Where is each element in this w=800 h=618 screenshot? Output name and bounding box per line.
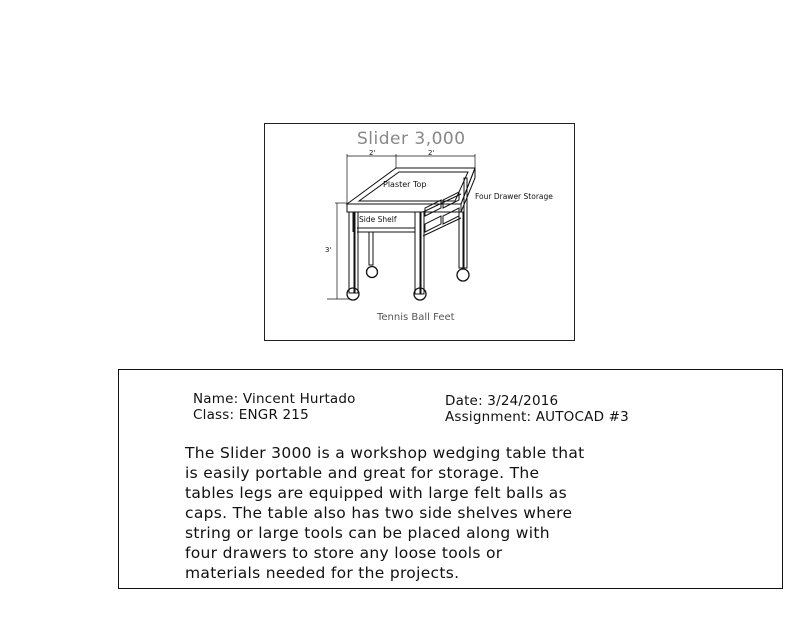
width-dimension-right-label: 2' (428, 149, 435, 157)
assignment: Assignment: AUTOCAD #3 (445, 409, 629, 425)
table-drawing (265, 124, 576, 342)
drawing-title: Slider 3,000 (357, 129, 466, 149)
description-line: materials needed for the projects. (185, 564, 460, 582)
title-block (118, 369, 783, 589)
tennis-ball-feet (347, 267, 469, 301)
class-name: Class: ENGR 215 (193, 407, 309, 423)
width-dimension-left-label: 2' (369, 149, 376, 157)
date: Date: 3/24/2016 (445, 393, 559, 409)
description-line: string or large tools can be placed along with (185, 524, 550, 542)
height-dimension-label: 3' (325, 246, 332, 254)
description-line: is easily portable and great for storage. The (185, 464, 540, 482)
student-name: Name: Vincent Hurtado (193, 391, 356, 407)
description-line: tables legs are equipped with large felt balls as (185, 484, 567, 502)
plaster-top-label: Plaster Top (383, 180, 427, 189)
description-line: four drawers to store any loose tools or (185, 544, 503, 562)
tennis-ball-feet-label: Tennis Ball Feet (377, 312, 455, 323)
description-line: The Slider 3000 is a workshop wedging table that (185, 444, 585, 462)
side-shelf-label: Side Shelf (359, 215, 397, 224)
description-text (185, 443, 665, 583)
drawers (423, 192, 461, 236)
drawing-frame (264, 123, 575, 341)
plaster-top (347, 168, 475, 212)
four-drawer-storage-label: Four Drawer Storage (475, 192, 553, 201)
description-line: caps. The table also has two side shelves where (185, 504, 573, 522)
